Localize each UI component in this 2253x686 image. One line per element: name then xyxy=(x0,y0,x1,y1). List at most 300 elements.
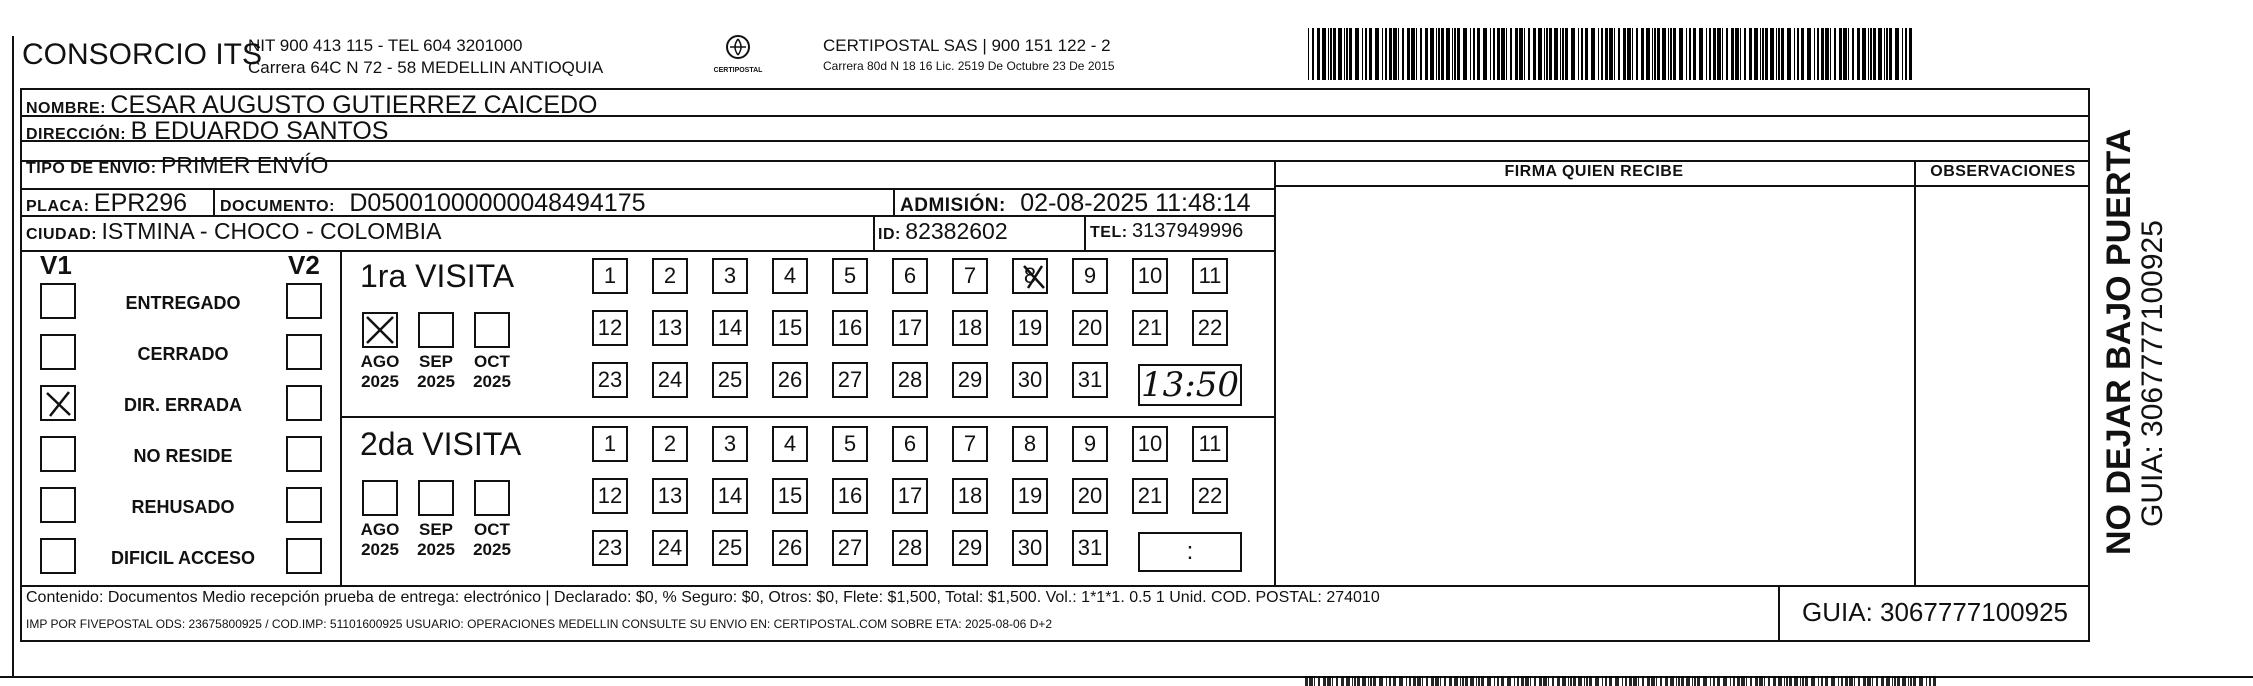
barcode-bar xyxy=(1933,676,1936,686)
day-cell[interactable]: 22 xyxy=(1192,310,1228,346)
barcode-bar xyxy=(1595,676,1599,686)
barcode-bar xyxy=(1629,676,1632,686)
barcode-bar xyxy=(1873,28,1876,80)
barcode-bar xyxy=(1355,28,1359,80)
barcode-bar xyxy=(1431,676,1434,686)
barcode-bar xyxy=(1746,676,1747,686)
day-cell[interactable]: 27 xyxy=(832,362,868,398)
day-cell[interactable]: 30 xyxy=(1012,530,1048,566)
month-checkbox-ago[interactable] xyxy=(362,312,398,348)
barcode-bar xyxy=(1872,676,1873,686)
first-visit-time-box[interactable] xyxy=(1138,364,1242,406)
barcode-bar xyxy=(1560,28,1561,80)
barcode-bar xyxy=(1854,676,1855,686)
barcode-bar xyxy=(1852,28,1854,80)
barcode-bar xyxy=(1778,676,1782,686)
barcode-bar xyxy=(1679,28,1683,80)
barcode-bar xyxy=(1444,676,1446,686)
barcode-bar xyxy=(1651,676,1655,686)
barcode-bar xyxy=(1733,676,1735,686)
ciudad-row xyxy=(26,218,441,245)
nombre-label: NOMBRE: xyxy=(26,100,106,117)
day-cell[interactable]: 31 xyxy=(1072,362,1108,398)
barcode-bar xyxy=(1686,676,1690,686)
month-name: AGO xyxy=(360,520,400,539)
barcode-bar xyxy=(1312,28,1314,80)
barcode-bar xyxy=(1723,676,1727,686)
month-checkbox-ago[interactable] xyxy=(362,480,398,516)
barcode-bar xyxy=(1425,28,1428,80)
barcode-bar xyxy=(1821,676,1823,686)
barcode-bar xyxy=(1533,28,1536,80)
barcode-bar xyxy=(1764,676,1765,686)
barcode-bar xyxy=(1525,676,1529,686)
barcode-bar xyxy=(1811,676,1815,686)
day-cell[interactable]: 4 xyxy=(772,426,808,462)
barcode-bar xyxy=(1494,676,1495,686)
month-year: 2025 xyxy=(361,540,399,559)
barcode-bar xyxy=(1346,28,1348,80)
day-cell[interactable]: 10 xyxy=(1132,426,1168,462)
day-cell[interactable]: 29 xyxy=(952,530,988,566)
barcode-bar xyxy=(1726,28,1728,80)
barcode-bar xyxy=(1413,676,1416,686)
day-cell[interactable]: 22 xyxy=(1192,478,1228,514)
barcode-bar xyxy=(1318,676,1320,686)
month-year: 2025 xyxy=(417,540,455,559)
barcode-bar xyxy=(1507,676,1511,686)
admision-row xyxy=(900,189,1251,218)
barcode-bar xyxy=(1789,676,1792,686)
barcode-bar xyxy=(1863,676,1866,686)
barcode-bar xyxy=(1352,676,1353,686)
barcode-bar xyxy=(1476,676,1477,686)
day-cell[interactable]: 8 xyxy=(1012,426,1048,462)
company-address: Carrera 64C N 72 - 58 MEDELLIN ANTIOQUIA xyxy=(248,58,604,77)
barcode-bar xyxy=(1465,676,1468,686)
barcode-bar xyxy=(1897,676,1900,686)
barcode-bar xyxy=(1598,28,1599,80)
barcode-bar xyxy=(1892,676,1893,686)
month-name: OCT xyxy=(474,352,510,371)
barcode-bar xyxy=(1449,676,1452,686)
barcode-bar xyxy=(1452,28,1453,80)
day-cell[interactable]: 13 xyxy=(652,310,688,346)
barcode-bar xyxy=(1341,676,1344,686)
barcode-bar xyxy=(1490,28,1491,80)
carrier-logo xyxy=(712,34,764,75)
month-name: OCT xyxy=(474,520,510,539)
barcode-bar xyxy=(1602,676,1603,686)
day-cell[interactable]: 12 xyxy=(592,310,628,346)
barcode-bar xyxy=(1528,28,1530,80)
barcode-bar xyxy=(1473,28,1475,80)
barcode-bar xyxy=(1760,28,1761,80)
day-cell[interactable]: 14 xyxy=(712,310,748,346)
barcode-bar xyxy=(1740,28,1741,80)
tel-label: TEL: xyxy=(1090,224,1128,241)
day-cell[interactable]: 3 xyxy=(712,258,748,294)
barcode-bar xyxy=(1446,28,1450,80)
barcode-bar xyxy=(1534,676,1536,686)
barcode-bar xyxy=(1501,676,1504,686)
tipo-row xyxy=(26,152,328,179)
day-cell[interactable]: 17 xyxy=(892,478,928,514)
day-cell[interactable]: 16 xyxy=(832,478,868,514)
day-cell[interactable]: 25 xyxy=(712,530,748,566)
barcode-bar xyxy=(1460,676,1461,686)
day-cell[interactable]: 26 xyxy=(772,530,808,566)
page-left-edge xyxy=(12,36,14,676)
barcode-bar xyxy=(1668,28,1669,80)
barcode-bar xyxy=(1382,28,1383,80)
barcode-bar xyxy=(1373,676,1376,686)
barcode-bar xyxy=(1399,676,1403,686)
day-cell[interactable]: 4 xyxy=(772,258,808,294)
barcode-bar xyxy=(1585,28,1588,80)
row-line xyxy=(20,250,1274,252)
barcode-bar xyxy=(1385,28,1387,80)
barcode-bar xyxy=(1562,28,1564,80)
barcode-bar xyxy=(1327,676,1331,686)
barcode-bar xyxy=(1543,676,1547,686)
day-cell[interactable]: 11 xyxy=(1192,426,1228,462)
row-line xyxy=(20,160,2090,162)
ciudad-label: CIUDAD: xyxy=(26,226,98,243)
day-cell[interactable]: 19 xyxy=(1012,478,1048,514)
barcode-bar xyxy=(1530,676,1531,686)
barcode-bar xyxy=(1839,28,1842,80)
barcode-bar xyxy=(1759,676,1763,686)
day-cell[interactable]: 9 xyxy=(1072,426,1108,462)
month-label xyxy=(350,520,410,560)
v1-label: V1 xyxy=(40,250,72,280)
day-cell[interactable]: 18 xyxy=(952,310,988,346)
day-cell[interactable]: 9 xyxy=(1072,258,1108,294)
day-cell[interactable]: 7 xyxy=(952,258,988,294)
col-line xyxy=(1914,160,1916,585)
barcode-bar xyxy=(1336,676,1338,686)
barcode-bar xyxy=(1678,676,1680,686)
barcode-bar xyxy=(1870,28,1872,80)
barcode-bar xyxy=(1393,28,1397,80)
barcode-bar xyxy=(1605,676,1607,686)
barcode-bar xyxy=(1521,676,1524,686)
barcode-bar xyxy=(1454,28,1456,80)
barcode-bar xyxy=(1807,28,1811,80)
col-line xyxy=(1084,215,1086,250)
col-line xyxy=(873,215,875,250)
barcode-bar xyxy=(1544,28,1545,80)
day-cell[interactable]: 1 xyxy=(592,426,628,462)
day-cell[interactable]: 28 xyxy=(892,362,928,398)
barcode-bar xyxy=(1568,676,1569,686)
barcode-bar xyxy=(1787,28,1791,80)
barcode-bar xyxy=(1647,676,1650,686)
day-cell[interactable]: 6 xyxy=(892,426,928,462)
month-label xyxy=(462,520,522,560)
barcode-bar xyxy=(1407,28,1410,80)
barcode-bar xyxy=(1830,28,1831,80)
barcode-bar xyxy=(1910,676,1912,686)
barcode-bar xyxy=(1470,28,1471,80)
barcode-bar xyxy=(1697,676,1700,686)
barcode-bar xyxy=(1379,676,1383,686)
barcode-bar xyxy=(1797,28,1799,80)
barcode-bar xyxy=(1463,28,1467,80)
barcode-bar xyxy=(1609,28,1613,80)
barcode-bar xyxy=(1417,676,1421,686)
barcode-bar xyxy=(1362,28,1363,80)
barcode-bar xyxy=(1858,676,1860,686)
day-cell[interactable]: 2 xyxy=(652,258,688,294)
check-x-icon xyxy=(1018,262,1048,292)
day-cell[interactable]: 20 xyxy=(1072,310,1108,346)
barcode-bar xyxy=(1357,676,1360,686)
barcode-bar xyxy=(1770,28,1774,80)
status-label: REHUSADO xyxy=(131,497,235,517)
day-cell[interactable]: 3 xyxy=(712,426,748,462)
status-v2-checkbox[interactable] xyxy=(286,385,322,421)
barcode-bar xyxy=(1462,676,1464,686)
col-line xyxy=(1274,160,1276,585)
barcode-bar xyxy=(1420,28,1422,80)
barcode-bar xyxy=(1305,676,1308,686)
day-cell[interactable]: 18 xyxy=(952,478,988,514)
month-checkbox-sep[interactable] xyxy=(418,480,454,516)
day-cell[interactable]: 20 xyxy=(1072,478,1108,514)
barcode-bar xyxy=(1552,676,1554,686)
row-line xyxy=(340,416,1274,418)
day-cell[interactable]: 15 xyxy=(772,478,808,514)
barcode-bar xyxy=(1909,28,1912,80)
barcode-bar xyxy=(1627,28,1631,80)
month-label xyxy=(350,352,410,392)
barcode-bar xyxy=(1483,28,1487,80)
v2-label: V2 xyxy=(288,250,320,280)
barcode-bar xyxy=(1730,676,1731,686)
status-v1-checkbox[interactable] xyxy=(40,283,76,319)
day-cell[interactable]: 27 xyxy=(832,530,868,566)
barcode-bar xyxy=(1309,676,1313,686)
status-v2-checkbox[interactable] xyxy=(286,283,322,319)
day-cell[interactable]: 23 xyxy=(592,530,628,566)
barcode-bar xyxy=(1436,28,1437,80)
status-v1-checkbox[interactable] xyxy=(40,487,76,523)
barcode-bar xyxy=(1801,28,1804,80)
barcode-bar xyxy=(1926,676,1927,686)
barcode-bar xyxy=(1784,676,1785,686)
month-name: AGO xyxy=(360,352,400,371)
barcode-bar xyxy=(1817,28,1819,80)
barcode-bar xyxy=(1710,676,1711,686)
barcode-bar xyxy=(1440,676,1441,686)
barcode-bar xyxy=(1881,676,1884,686)
barcode-bar xyxy=(1430,28,1434,80)
day-cell[interactable]: 21 xyxy=(1132,478,1168,514)
direccion-value: B EDUARDO SANTOS xyxy=(130,117,389,145)
status-v1-checkbox[interactable] xyxy=(40,334,76,370)
barcode-bar xyxy=(1867,676,1871,686)
day-cell[interactable]: 15 xyxy=(772,310,808,346)
day-cell[interactable]: 2 xyxy=(652,426,688,462)
month-checkbox-oct[interactable] xyxy=(474,480,510,516)
barcode-bar xyxy=(1902,676,1906,686)
barcode-bar xyxy=(1831,676,1835,686)
day-cell[interactable]: 16 xyxy=(832,310,868,346)
check-x-icon xyxy=(364,314,396,346)
day-cell[interactable]: 5 xyxy=(832,426,868,462)
logo-text: CERTIPOSTAL xyxy=(713,67,763,74)
day-cell[interactable]: 19 xyxy=(1012,310,1048,346)
barcode-bar xyxy=(1562,676,1566,686)
month-name: SEP xyxy=(418,352,454,371)
barcode-bar xyxy=(1441,28,1444,80)
barcode-bar xyxy=(1646,28,1650,80)
barcode-bar xyxy=(1539,676,1542,686)
barcode-bar xyxy=(1665,676,1668,686)
barcode-bar xyxy=(1338,28,1342,80)
barcode-bar xyxy=(1768,676,1770,686)
month-year: 2025 xyxy=(473,540,511,559)
barcode-bar xyxy=(1886,28,1888,80)
month-checkbox-oct[interactable] xyxy=(474,312,510,348)
barcode-bar xyxy=(1314,676,1315,686)
barcode-bar xyxy=(1868,28,1869,80)
barcode-bar xyxy=(1693,28,1696,80)
barcode-bar xyxy=(1654,28,1656,80)
barcode-bar xyxy=(1800,676,1801,686)
month-checkbox-sep[interactable] xyxy=(418,312,454,348)
barcode-bar xyxy=(1694,676,1696,686)
barcode-bar xyxy=(1519,28,1523,80)
barcode-bar xyxy=(1929,676,1931,686)
barcode-bar xyxy=(1755,676,1758,686)
status-v1-checkbox[interactable] xyxy=(40,385,76,421)
day-cell[interactable]: 10 xyxy=(1132,258,1168,294)
barcode-bar xyxy=(1717,28,1721,80)
day-cell[interactable]: 13 xyxy=(652,478,688,514)
barcode-bar xyxy=(1919,676,1923,686)
barcode-bar xyxy=(1862,28,1866,80)
day-cell[interactable]: 5 xyxy=(832,258,868,294)
barcode-bar xyxy=(1515,28,1518,80)
barcode-bar xyxy=(1346,676,1350,686)
barcode-bar xyxy=(1389,676,1391,686)
day-cell[interactable]: 6 xyxy=(892,258,928,294)
tel-value: 3137949996 xyxy=(1132,220,1244,242)
day-cell[interactable]: 31 xyxy=(1072,530,1108,566)
day-cell[interactable]: 24 xyxy=(652,530,688,566)
status-v2-checkbox[interactable] xyxy=(286,538,322,574)
day-cell[interactable]: 26 xyxy=(772,362,808,398)
barcode-bar xyxy=(1416,28,1417,80)
day-cell[interactable]: 12 xyxy=(592,478,628,514)
day-cell[interactable]: 8 xyxy=(1012,258,1048,294)
barcode-bar xyxy=(1386,676,1387,686)
barcode-bar xyxy=(1805,676,1808,686)
day-cell[interactable]: 11 xyxy=(1192,258,1228,294)
barcode-bottom xyxy=(1305,676,1945,686)
barcode-bar xyxy=(1814,28,1815,80)
barcode-bar xyxy=(1825,676,1828,686)
barcode-bar xyxy=(1584,676,1585,686)
barcode-bar xyxy=(1625,676,1627,686)
footer-contents: Contenido: Documentos Medio recepción prueba de entrega: electrónico | Declarado: $0, % Seguro: $0, Otros: $0, Flete: $1,500, Total: $1,500. Vol.: 1*1*1. 0.5 1 Unid. COD. POSTAL: 274010 xyxy=(26,589,1380,606)
day-cell[interactable]: 21 xyxy=(1132,310,1168,346)
tipo-label: TIPO DE ENVIO: xyxy=(26,160,157,177)
barcode-bar xyxy=(1546,28,1548,80)
status-v1-checkbox[interactable] xyxy=(40,436,76,472)
status-v2-checkbox[interactable] xyxy=(286,334,322,370)
barcode-bar xyxy=(1841,676,1843,686)
barcode-bar xyxy=(1330,28,1332,80)
day-cell[interactable]: 29 xyxy=(952,362,988,398)
status-label: NO RESIDE xyxy=(133,446,233,466)
status-v1-checkbox[interactable] xyxy=(40,538,76,574)
day-cell[interactable]: 7 xyxy=(952,426,988,462)
barcode-bar xyxy=(1589,676,1592,686)
barcode-bar xyxy=(1689,28,1691,80)
barcode-bar xyxy=(1845,676,1848,686)
day-cell[interactable]: 25 xyxy=(712,362,748,398)
day-cell[interactable]: 17 xyxy=(892,310,928,346)
placa-row xyxy=(26,189,187,218)
status-v2-checkbox[interactable] xyxy=(286,487,322,523)
barcode-bar xyxy=(1487,676,1491,686)
barcode-bar xyxy=(1362,676,1366,686)
barcode-bar xyxy=(1517,676,1519,686)
check-x-icon xyxy=(42,387,74,419)
second-visit-title: 2da VISITA xyxy=(360,426,522,462)
barcode-bar xyxy=(1676,676,1677,686)
barcode-bar xyxy=(1849,676,1853,686)
day-cell[interactable]: 14 xyxy=(712,478,748,514)
day-cell[interactable]: 23 xyxy=(592,362,628,398)
second-visit-time-box[interactable] xyxy=(1138,532,1242,572)
barcode-top xyxy=(1308,28,1920,80)
barcode-bar xyxy=(1622,676,1623,686)
barcode-bar xyxy=(1642,676,1644,686)
barcode-bar xyxy=(1344,28,1345,80)
barcode-bar xyxy=(1699,28,1703,80)
barcode-bar xyxy=(1435,676,1439,686)
barcode-bar xyxy=(1834,28,1836,80)
day-cell[interactable]: 1 xyxy=(592,258,628,294)
barcode-bar xyxy=(1686,28,1687,80)
barcode-bar xyxy=(1609,676,1612,686)
day-cell[interactable]: 30 xyxy=(1012,362,1048,398)
barcode-bar xyxy=(1843,28,1847,80)
id-value: 82382602 xyxy=(905,218,1008,244)
day-cell[interactable]: 24 xyxy=(652,362,688,398)
month-year: 2025 xyxy=(417,372,455,391)
day-cell[interactable]: 28 xyxy=(892,530,928,566)
barcode-bar xyxy=(1328,28,1329,80)
col-line xyxy=(893,188,895,215)
nombre-row xyxy=(26,91,598,120)
barcode-bar xyxy=(1514,676,1515,686)
second-visit-time: : xyxy=(1186,538,1194,565)
barcode-bar xyxy=(1369,28,1372,80)
barcode-bar xyxy=(1773,676,1776,686)
status-v2-checkbox[interactable] xyxy=(286,436,322,472)
barcode-bar xyxy=(1478,676,1480,686)
barcode-bar xyxy=(1549,28,1552,80)
barcode-bar xyxy=(1670,676,1674,686)
row-line xyxy=(1274,185,2090,187)
documento-label: DOCUMENTO: xyxy=(220,198,335,215)
